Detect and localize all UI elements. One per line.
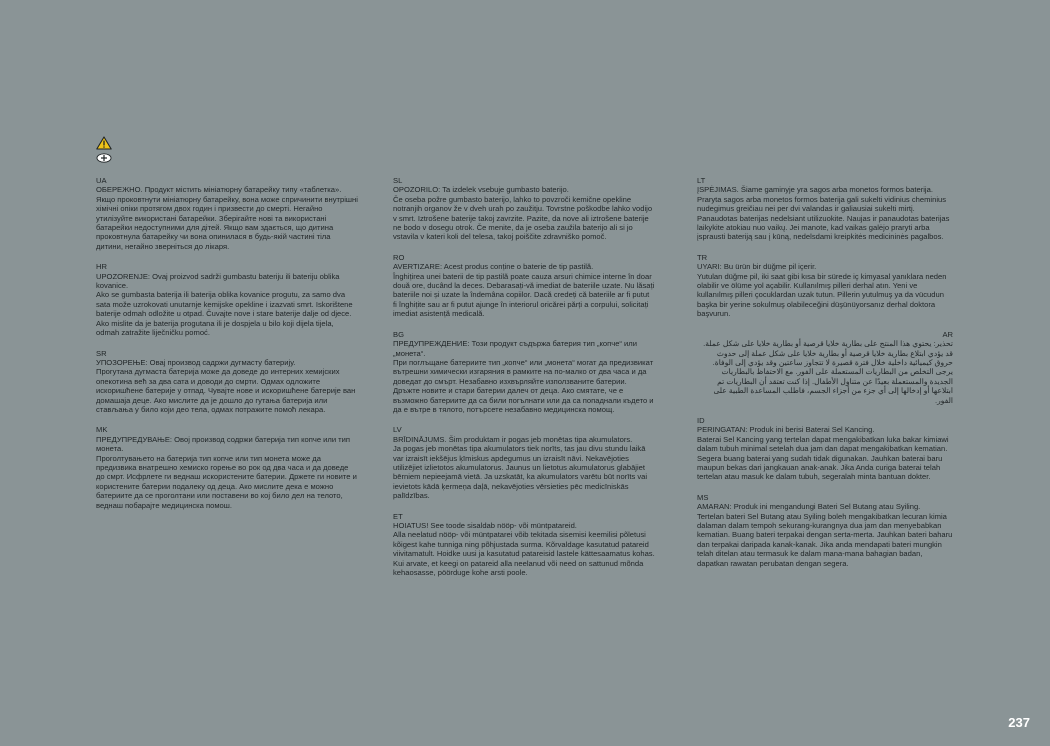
warning-section-ua [96,176,358,251]
warning-text: BRĪDINĀJUMS. Šim produktam ir pogas jeb monētas tipa akumulators. Ja pogas jeb monētas tipa akumulators tiek norīts, tas jau divu stundu laikā var izraisīt iekšējus ķīmiskus apdegumus un izraisīt nāvi. Nekavējoties utilizējiet izlietotos akumulatorus. Jaunus un lietotus akumulatorus glabājiet bērniem nepieejamā vietā. Ja uzskatāt, ka akumulators varētu būt norīts vai ievietots kādā ķermeņa daļā, nekavējoties vērsieties pēc medicīniskās palīdzības. [393,434,648,501]
warning-text: ПРЕДУПРЕЖДЕНИЕ: Този продукт съдържа батерия тип „копче“ или „монета“. При поглъщане батериите тип „копче“ или „монета“ могат да предизвикат вътрешни химически изгаряния в рамките на по-малко от два часа и да доведат до смърт. Незабавно изхвърляйте използваните батерии. Дръжте новите и стари батерии далеч от деца. Ако смятате, че е възможно батериите да са били погълнати или да са попаднали където и да е вътре в тялото, потърсете незабавно медицинска помощ. [393,339,654,414]
warning-text: UYARI: Bu ürün bir düğme pil içerir. Yutulan düğme pil, iki saat gibi kısa bir sürede iç kimyasal yanıklara neden olabilir ve ölüme yol açabilir. Kullanılmış pilleri derhal atın. Yeni ve kullanılmış pilleri çocuklardan uzak tutun. Pillerin yutulmuş ya da vücudun başka bir yerine sokulmuş olabileceğini düşünüyorsanız derhal doktora başvurun. [697,262,947,319]
language-code: TR [697,252,708,262]
language-code: UA [96,176,107,185]
warning-text: تحذير: يحتوي هذا المنتج على بطارية خلايا قرصية أو بطارية خلايا على شكل عملة. قد يؤدي ابتلاع بطارية خلايا قرصية أو بطارية خلايا على شكل عملة إلى حدوث حروق كيميائية داخلية خلال فترة قصيرة لا تتجاوز ساعتين وقد يؤدي إلى الوفاة. يرجى التخلص من البطاريات المستعملة على الفور. مع الاحتفاظ بالبطاريات الجديدة والمستعملة بعيدًا عن متناول الأطفال. إذا كنت تعتقد أن البطاريات تم ابتلاعها أو إدخالها إلى أي جزء من أجزاء الجسم، فاطلب المساعدة الطبية على الفور. [703,339,953,405]
warning-section-lt [697,176,953,242]
warning-text: HOIATUS! See toode sisaldab nööp- või müntpatareid. Alla neelatud nööp- või müntpatarei võib tekitada sisemisi keemilisi põletusi kõigest kahe tunniga ning põhjustada surma. Kõrvaldage kasutatud patareid viivitamatult. Hoidke uusi ja kasutatud patareisid lastele kättesaamatus kohas. Kui arvate, et keegi on patareid alla neelanud või need on sattunud mõnda kehaosasse, pöörduge kohe arsti poole. [393,521,655,578]
warning-section-ar [697,330,953,405]
language-code: SR [96,348,107,358]
warning-text: УПОЗОРЕЊЕ: Овај производ садржи дугмасту батерију. Прогутана дугмаста батерија може да доведе до интерних хемијских опекотина већ за два сата и доводи до смрти. Одмах одложите искоришћене батерије у отпад. Чувајте нове и искоришћене батерије ван домашаја деце. Ако мислите да је дошло до гутања батерија или стављања у било који део тела, одмах потражите помоћ лекара. [96,357,356,414]
warning-section-bg [393,330,655,415]
column-1 [96,176,358,521]
warning-text: ОБЕРЕЖНО. Продукт містить мініатюрну батарейку типу «таблетка». Якщо проковтнути мініатюрну батарейку, вона може спричинити внутрішні хімічні опіки протягом двох годин і призвести до смерті. Негайно утилізуйте використані батарейки. Зберігайте нові та використані батарейки недоступними для дітей. Якщо вам здається, що дитина проковтнула батарейку чи вона опинилася в будь-якій частині тіла дитини, негайно зверніться до лікаря. [96,185,358,251]
warning-section-sr [96,349,358,415]
language-code: ET [393,511,403,521]
warning-text: PERINGATAN: Produk ini berisi Baterai Sel Kancing. Baterai Sel Kancing yang tertelan dapat mengakibatkan luka bakar kimiawi dalam tubuh minimal setelah dua jam dan dapat mengakibatkan kematian. Segera buang baterai yang sudah tidak digunakan. Jauhkan baterai baru maupun bekas dari jangkauan anak-anak. Jika Anda curiga baterai telah tertelan atau masuk ke dalam tubuh, segeralah minta bantuan dokter. [697,425,949,482]
warning-icons [96,136,116,163]
coin-battery-icon [96,153,112,163]
warning-triangle-icon [96,136,112,150]
warning-text: ĮSPĖJIMAS. Šiame gaminyje yra sagos arba monetos formos baterija. Praryta sagos arba monetos formos baterija gali sukelti vidinius cheminius nudegimus greičiau nei per dvi valandas ir galiausiai sukelti mirtį. Panaudotas baterijas nedelsiant utilizuokite. Naujas ir panaudotas baterijas laikykite atokiau nuo vaikų. Jei manote, kad vaikas galėjo praryti arba įsprausti bateriją sau į kūną, nedelsdami kreipkitės medicininės pagalbos. [697,185,950,242]
warning-section-tr [697,253,953,319]
warning-text: AVERTIZARE: Acest produs conține o baterie de tip pastilă. Înghițirea unei baterii de tip pastilă poate cauza arsuri chimice interne în doar două ore, ducând la deces. Debarasați-vă imediat de bateriile uzate. Nu lăsați bateriile noi și uzate la îndemâna copiilor. Dacă credeți că bateriile ar fi putut fi înghițite sau ar fi putut ajunge în interiorul oricărei părți a corpului, solicitați imediat asistență medicală. [393,262,655,319]
column-2 [393,176,655,588]
page-number: 237 [1008,715,1030,730]
warning-section-id [697,416,953,482]
warning-section-et [393,512,655,578]
warning-text: UPOZORENJE: Ovaj proizvod sadrži gumbastu bateriju ili bateriju oblika kovanice. Ako se gumbasta baterija ili baterija oblika kovanice progutu, za samo dva sata može uzrokovati unutarnje kemijske opekline i izazvati smrt. Iskorištene baterije odmah odložite u otpad. Čuvajte nove i stare baterije dalje od djece. Ako mislite da je baterija progutana ili je dospjela u bilo koji dijela tijela, odmah zatražite liječničku pomoć. [96,271,353,338]
warning-text: ПРЕДУПРЕДУВАЊЕ: Овој производ содржи батерија тип копче или тип монета. Проголтувањето на батерија тип копче или тип монета може да предизвика внатрешно хемиско горење во рок од два часа и да доведе до смрт. Исфрлете ги веднаш искористените батерии. Држете ги новите и користените батерии подалеку од деца. Ако мислите дека е можно батериите да се проголтани или поставени во кој било дел на телото, веднаш побарајте медицинска помош. [96,434,357,510]
warning-section-sl [393,176,655,242]
language-code: AR [942,329,953,339]
warning-section-mk [96,425,358,510]
warning-text: AMARAN: Produk ini mengandungi Bateri Sel Butang atau Syiling. Tertelan bateri Sel Butang atau Syiling boleh mengakibatkan lecuran kimia dalaman dalam tempoh sekurang-kurangnya dua jam dan menyebabkan kematian. Buang bateri terpakai dengan serta-merta. Jauhkan bateri baharu dan terpakai daripada kanak-kanak. Jika anda mendapati bateri mungkin telah ditelan atau termasuk ke dalam mana-mana bahagian badan, dapatkan rawatan perubatan dengan segera. [697,502,953,568]
warning-section-ro [393,253,655,319]
language-code: SL [393,176,403,185]
language-code: MS [697,492,709,502]
language-code: LV [393,425,402,435]
language-code: BG [393,329,404,339]
column-3 [697,176,953,579]
language-code: HR [96,262,107,272]
language-code: LT [697,176,706,185]
language-code: MK [96,425,108,435]
warning-text: OPOZORILO: Ta izdelek vsebuje gumbasto baterijo. Če oseba požre gumbasto baterijo, lahko to povzroči kemične opekline notranjih organov že v dveh urah po zaužitju. Tovrstne poškodbe lahko vodijo v smrt. Iztrošene baterije takoj zavrzite. Pazite, da nove ali iztrošene baterije ne bodo v dosegu otrok. Če menite, da je oseba zaužila baterijo ali si jo vstavila v kateri koli del telesa, takoj poiščite zdravniško pomoč. [393,185,653,242]
language-code: RO [393,252,405,262]
warning-section-ms [697,493,953,568]
language-code: ID [697,415,705,425]
warning-section-lv [393,425,655,500]
warning-section-hr [96,262,358,337]
